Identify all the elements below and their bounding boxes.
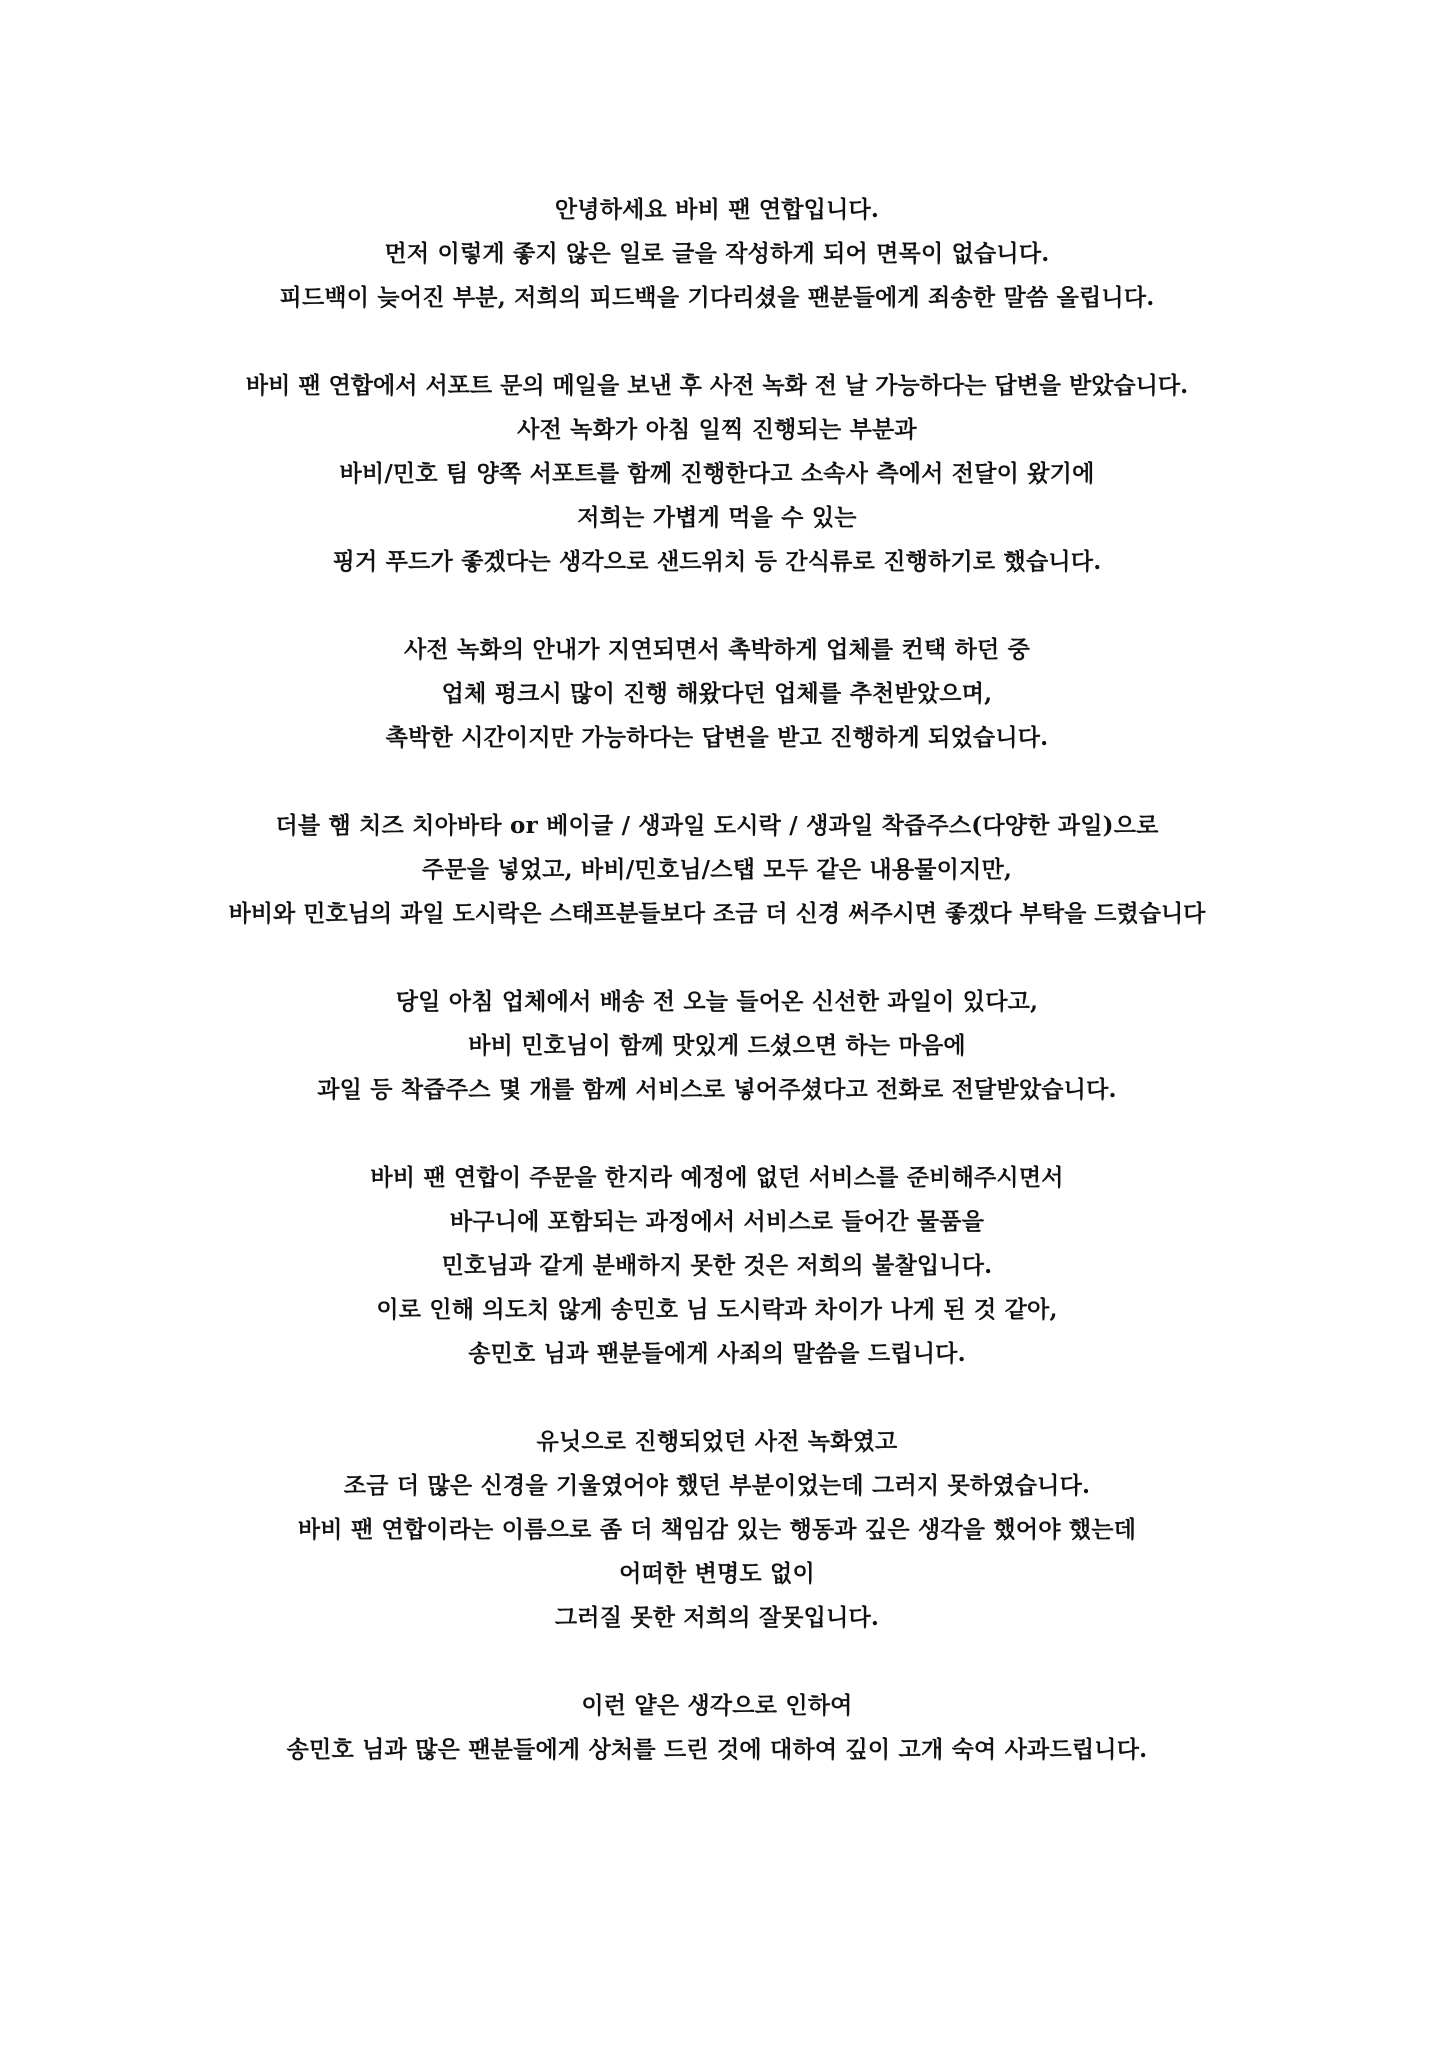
text-line: 과일 등 착즙주스 몇 개를 함께 서비스로 넣어주셨다고 전화로 전달받았습니다. — [317, 1076, 1117, 1103]
text-line: 사전 녹화가 아침 일찍 진행되는 부분과 — [517, 416, 917, 443]
text-line: 촉박한 시간이지만 가능하다는 답변을 받고 진행하게 되었습니다. — [385, 724, 1049, 751]
text-line: 핑거 푸드가 좋겠다는 생각으로 샌드위치 등 간식류로 진행하기로 했습니다. — [332, 548, 1102, 575]
text-line: 바구니에 포함되는 과정에서 서비스로 들어간 물품을 — [449, 1208, 985, 1235]
text-line: 조금 더 많은 신경을 기울였어야 했던 부분이었는데 그러지 못하였습니다. — [343, 1472, 1091, 1499]
text-line: 유닛으로 진행되었던 사전 녹화였고 — [536, 1428, 898, 1455]
apology-letter-body — [40, 188, 1394, 1816]
text-line: 송민호 님과 많은 팬분들에게 상처를 드린 것에 대하여 깊이 고개 숙여 사과드립니다. — [286, 1736, 1148, 1763]
text-line: 바비 팬 연합에서 서포트 문의 메일을 보낸 후 사전 녹화 전 날 가능하다는 답변을 받았습니다. — [245, 372, 1189, 399]
text-line: 더블 햄 치즈 치아바타 or 베이글 / 생과일 도시락 / 생과일 착즙주스(다양한 과일)으로 — [275, 812, 1159, 839]
text-line: 업체 펑크시 많이 진행 해왔다던 업체를 추천받았으며, — [441, 680, 993, 707]
text-line: 바비와 민호님의 과일 도시락은 스태프분들보다 조금 더 신경 써주시면 좋겠다 부탁을 드렸습니다 — [228, 900, 1206, 927]
text-line: 먼저 이렇게 좋지 않은 일로 글을 작성하게 되어 면목이 없습니다. — [384, 240, 1050, 267]
text-line: 송민호 님과 팬분들에게 사죄의 말씀을 드립니다. — [468, 1340, 966, 1367]
text-line: 피드백이 늦어진 부분, 저희의 피드백을 기다리셨을 팬분들에게 죄송한 말씀 올립니다. — [279, 284, 1155, 311]
paragraph-inquiry — [40, 364, 1394, 584]
paragraph-order — [40, 804, 1394, 936]
paragraph-vendor — [40, 628, 1394, 760]
text-line: 안녕하세요 바비 팬 연합입니다. — [554, 196, 880, 223]
text-line: 그러질 못한 저희의 잘못입니다. — [554, 1604, 880, 1631]
text-line: 저희는 가볍게 먹을 수 있는 — [577, 504, 857, 531]
text-line: 이런 얕은 생각으로 인하여 — [581, 1692, 853, 1719]
paragraph-responsibility — [40, 1420, 1394, 1640]
text-line: 어떠한 변명도 없이 — [619, 1560, 815, 1587]
text-line: 주문을 넣었고, 바비/민호님/스탭 모두 같은 내용물이지만, — [421, 856, 1013, 883]
text-line: 바비 팬 연합이라는 이름으로 좀 더 책임감 있는 행동과 깊은 생각을 했어야 했는데 — [297, 1516, 1137, 1543]
text-line: 당일 아침 업체에서 배송 전 오늘 들어온 신선한 과일이 있다고, — [395, 988, 1039, 1015]
paragraph-mistake — [40, 1156, 1394, 1376]
text-line: 바비 팬 연합이 주문을 한지라 예정에 없던 서비스를 준비해주시면서 — [370, 1164, 1064, 1191]
text-line: 바비 민호님이 함께 맛있게 드셨으면 하는 마음에 — [468, 1032, 966, 1059]
paragraph-greeting — [40, 188, 1394, 320]
text-line: 민호님과 같게 분배하지 못한 것은 저희의 불찰입니다. — [441, 1252, 993, 1279]
paragraph-closing-apology — [40, 1684, 1394, 1772]
text-line: 이로 인해 의도치 않게 송민호 님 도시락과 차이가 나게 된 것 같아, — [376, 1296, 1058, 1323]
text-line: 사전 녹화의 안내가 지연되면서 촉박하게 업체를 컨택 하던 중 — [403, 636, 1031, 663]
text-line: 바비/민호 팀 양쪽 서포트를 함께 진행한다고 소속사 측에서 전달이 왔기에 — [339, 460, 1095, 487]
paragraph-service — [40, 980, 1394, 1112]
